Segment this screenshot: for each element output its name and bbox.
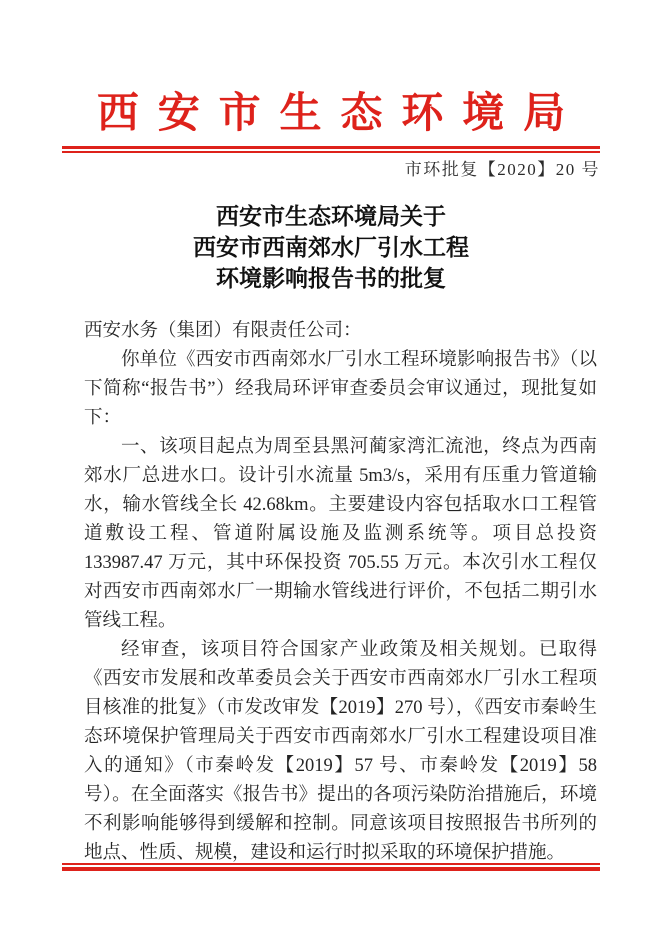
agency-name: 西安市生态环境局 bbox=[96, 91, 585, 137]
footer-double-rule bbox=[62, 863, 600, 871]
body-paragraph: 一、该项目起点为周至县黑河蔺家湾汇流池，终点为西南郊水厂总进水口。设计引水流量 5m3/s，采用有压重力管道输水，输水管线全长 42.68km。主要建设内容包括取水口工程管道敷设工程、管道附属设施及监测系统等。项目总投资 133987.47 万元，其中环保投资 705.55 万元。本次引水工程仅对西安市西南郊水厂一期输水管线进行评价，不包括二期引水管线工程。 bbox=[84, 437, 597, 631]
agency-masthead bbox=[0, 80, 662, 140]
title-line-2: 西安市西南郊水厂引水工程 bbox=[193, 234, 469, 260]
rule-thick-line bbox=[62, 867, 600, 871]
document-reference-number: 市环批复【2020】20 号 bbox=[404, 160, 600, 179]
header-double-rule bbox=[62, 146, 600, 153]
title-line-1: 西安市生态环境局关于 bbox=[216, 203, 446, 229]
body-paragraph: 你单位《西安市西南郊水厂引水工程环境影响报告书》（以下简称“报告书”）经我局环评审查委员会审议通过，现批复如下： bbox=[84, 350, 597, 428]
body-paragraph: 经审查，该项目符合国家产业政策及相关规划。已取得《西安市发展和改革委员会关于西安市西南郊水厂引水工程项目核准的批复》（市发改审发【2019】270 号），《西安市秦岭生态环境保护管理局关于西安市西南郊水厂引水工程建设项目准入的通知》（市秦岭发【2019】57 号、市秦岭发【2019】58 号）。在全面落实《报告书》提出的各项污染防治措施后，环境不利影响能够得到缓解和控制。同意该项目按照报告书所列的地点、性质、规模，建设和运行时拟采取的环境保护措施。 bbox=[84, 640, 597, 863]
recipient-salutation: 西安水务（集团）有限责任公司： bbox=[84, 321, 362, 341]
document-title bbox=[0, 201, 662, 294]
document-body bbox=[84, 317, 597, 868]
rule-thin-line bbox=[62, 151, 600, 153]
title-line-3: 环境影响报告书的批复 bbox=[216, 265, 446, 291]
